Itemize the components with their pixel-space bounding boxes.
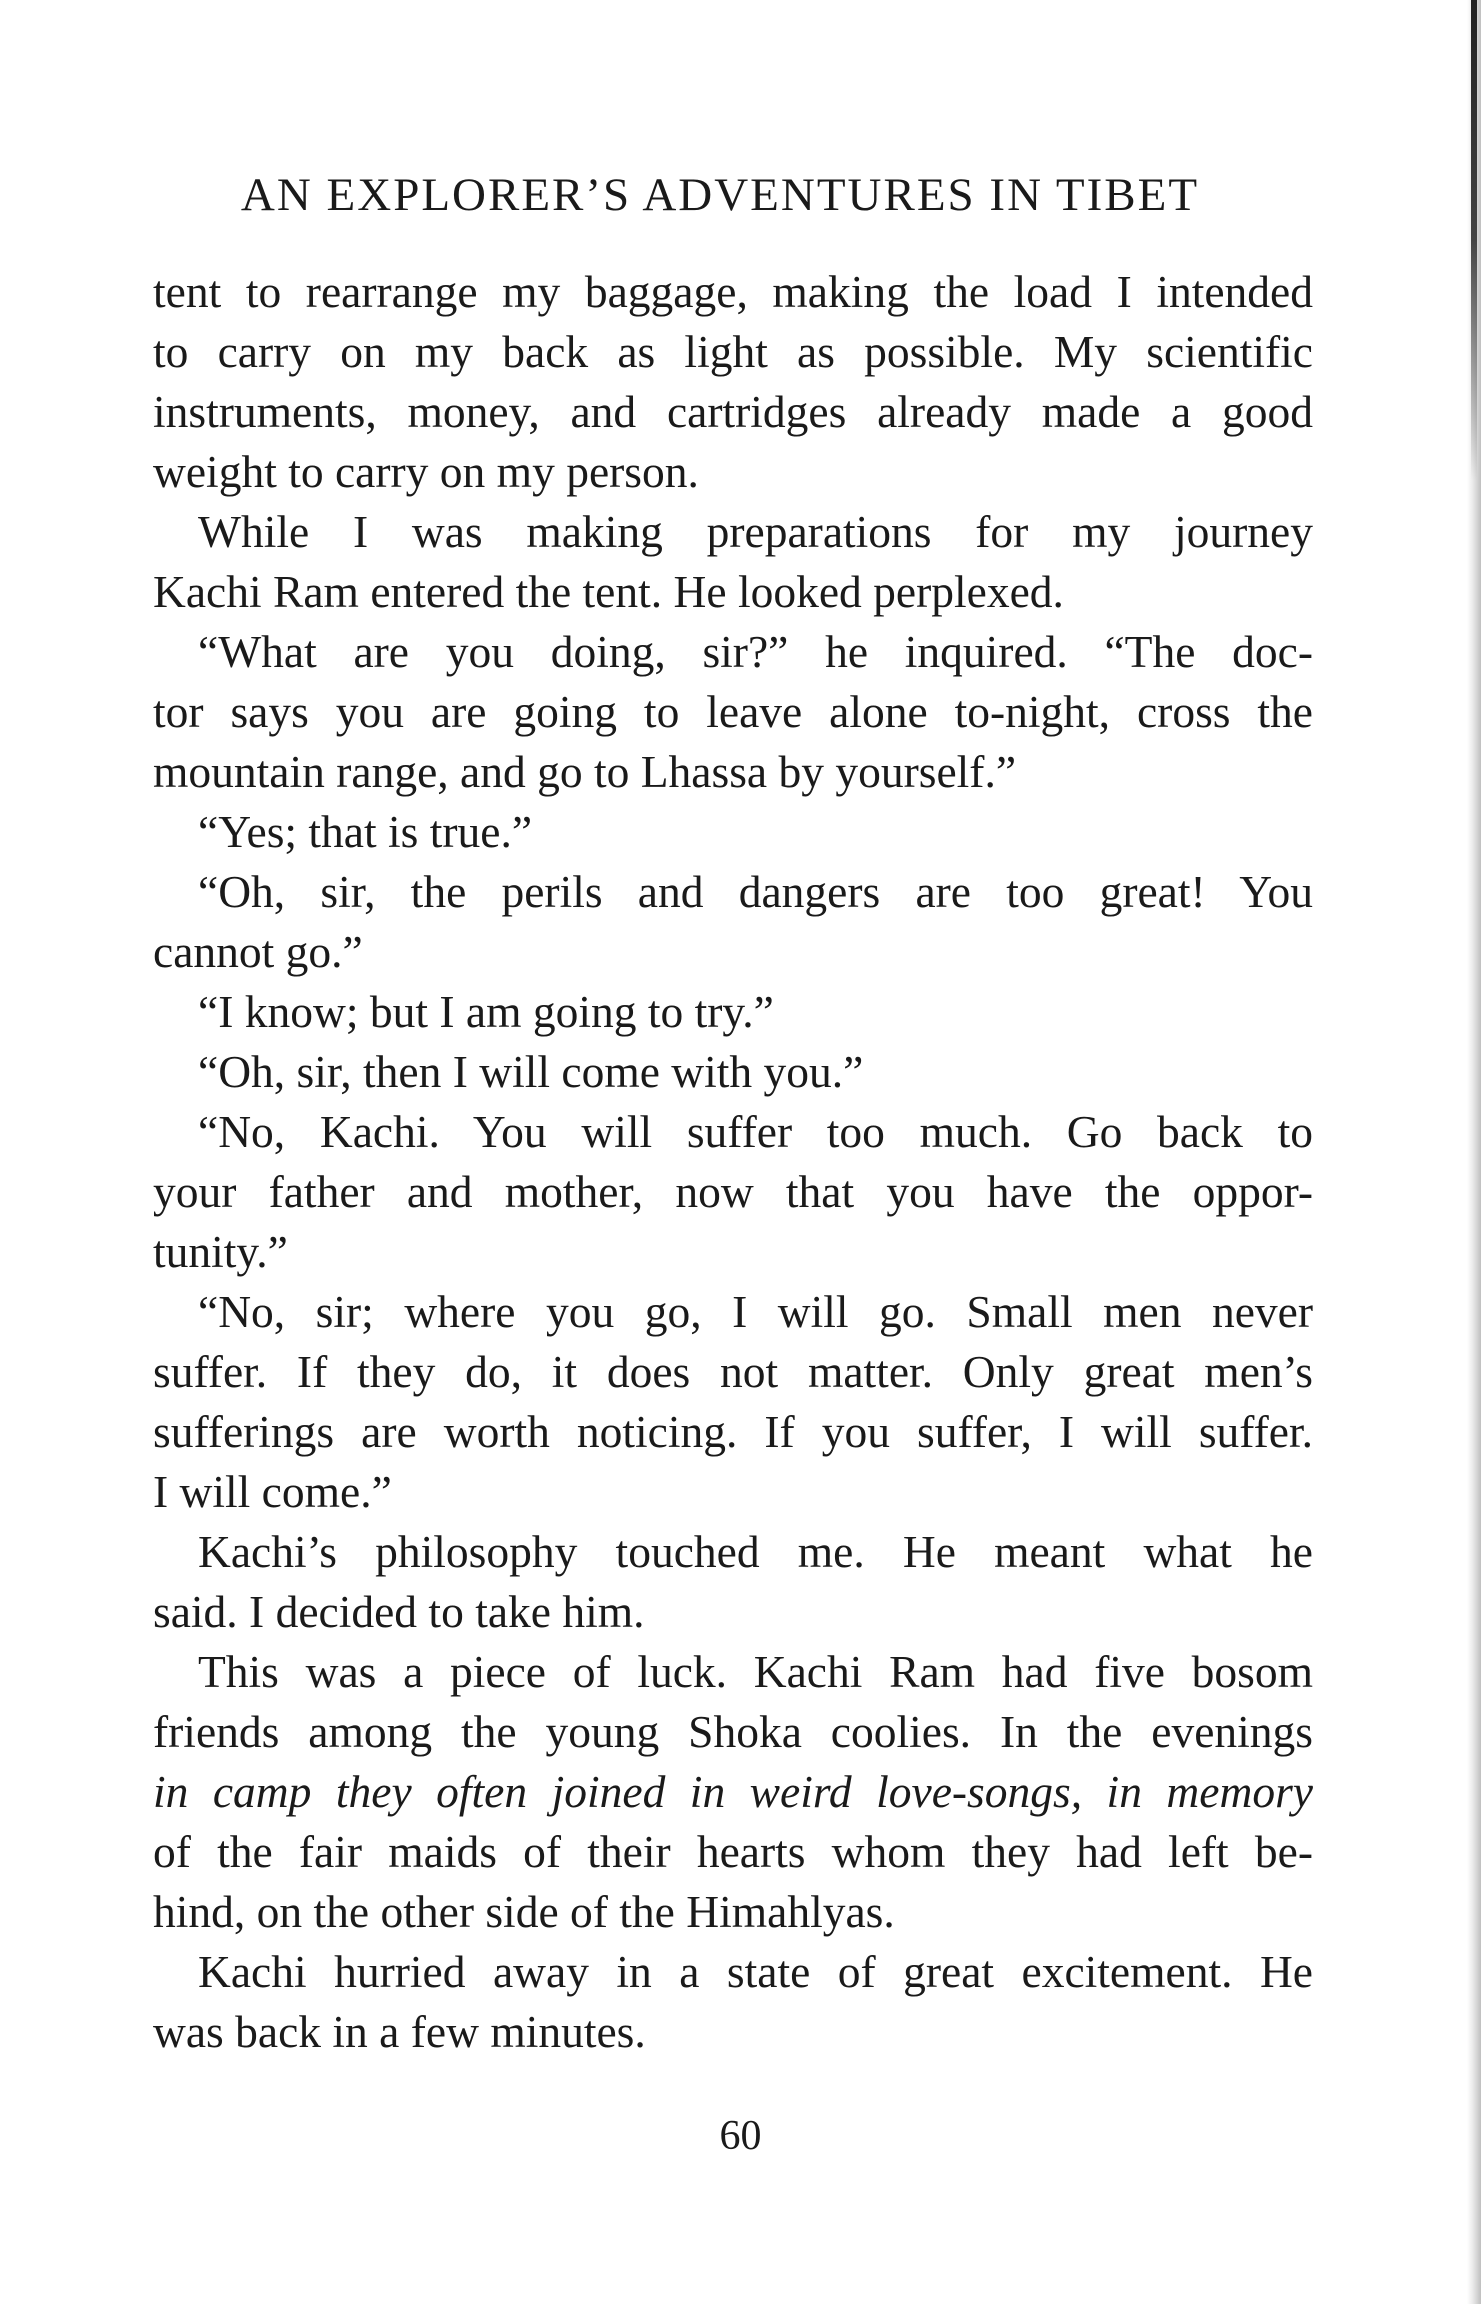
text-line: instruments, money, and cartridges already made a good (153, 386, 1313, 437)
text-line: tor says you are going to leave alone to-night, cross the (153, 686, 1313, 737)
text-line: friends among the young Shoka coolies. In the evenings (153, 1706, 1313, 1757)
text-line: of the fair maids of their hearts whom they had left be- (153, 1826, 1313, 1877)
text-line: “Oh, sir, the perils and dangers are too great! You (198, 866, 1313, 917)
text-line: “I know; but I am going to try.” (198, 986, 774, 1037)
text-line: Kachi Ram entered the tent. He looked perplexed. (153, 566, 1064, 617)
text-line: in camp they often joined in weird love-songs, in memory (153, 1766, 1313, 1817)
text-line: This was a piece of luck. Kachi Ram had five bosom (198, 1646, 1313, 1697)
text-line: suffer. If they do, it does not matter. Only great men’s (153, 1346, 1313, 1397)
text-line: Kachi hurried away in a state of great excitement. He (198, 1946, 1313, 1997)
body-text (153, 262, 1313, 2062)
text-line: sufferings are worth noticing. If you suffer, I will suffer. (153, 1406, 1313, 1457)
text-line: mountain range, and go to Lhassa by yourself.” (153, 746, 1017, 797)
running-head: AN EXPLORER’S ADVENTURES IN TIBET (240, 169, 1200, 221)
text-line: “No, sir; where you go, I will go. Small men never (198, 1286, 1313, 1337)
text-line: “Oh, sir, then I will come with you.” (198, 1046, 864, 1097)
text-line: While I was making preparations for my journey (198, 506, 1313, 557)
text-line: Kachi’s philosophy touched me. He meant what he (198, 1526, 1313, 1577)
text-line: tunity.” (153, 1226, 288, 1277)
text-line: tent to rearrange my baggage, making the load I intended (153, 266, 1313, 317)
text-line: I will come.” (153, 1466, 392, 1517)
binding-mark (1471, 0, 1477, 480)
text-line: your father and mother, now that you have the oppor- (153, 1166, 1313, 1217)
text-line: hind, on the other side of the Himahlyas. (153, 1886, 895, 1937)
text-line: said. I decided to take him. (153, 1586, 645, 1637)
text-line: cannot go.” (153, 926, 363, 977)
text-line: to carry on my back as light as possible. My scientific (153, 326, 1313, 377)
text-line: “Yes; that is true.” (198, 806, 533, 857)
text-line: was back in a few minutes. (153, 2006, 646, 2057)
text-line: “What are you doing, sir?” he inquired. “The doc- (198, 626, 1313, 677)
text-line: weight to carry on my person. (153, 446, 699, 497)
page-number: 60 (719, 2113, 762, 2159)
text-line: “No, Kachi. You will suffer too much. Go back to (198, 1106, 1313, 1157)
